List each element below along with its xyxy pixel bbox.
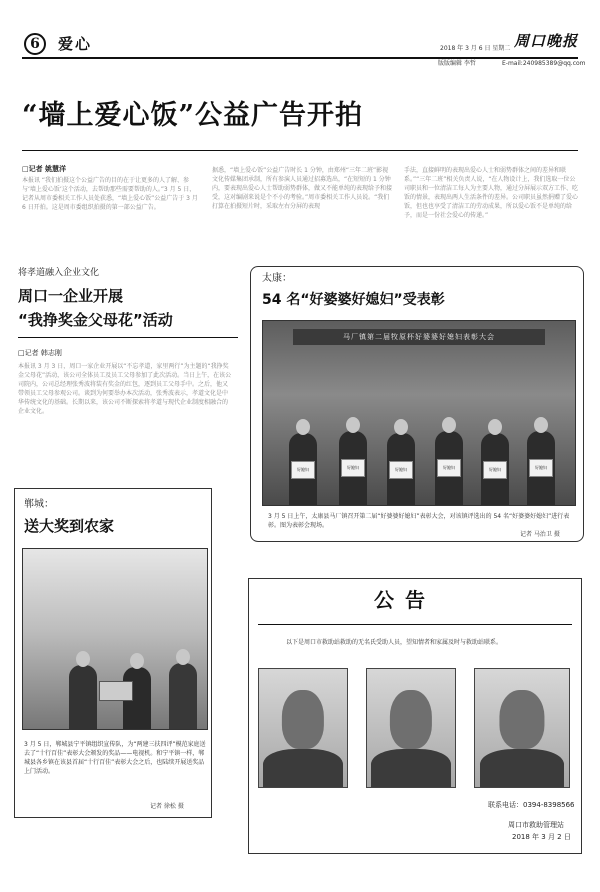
taikang-title: 54 名“好婆婆好媳妇”受表彰 xyxy=(262,292,445,308)
lead-col-1: 本报讯 “我们拍摄这个公益广告的目的在于让更多的人了解、参与‘墙上爱心饭’这个活动，去帮助那些需要帮助的人。”3 月 5 日，记者从周市委相关工作人员处获悉，“墙上爱心饭”公益广告于 3 月 6 日开拍。这是周市委组织拍摄的第一部公益广告。 xyxy=(22,177,198,211)
honoree-figure: 好媳妇 xyxy=(387,433,415,505)
unidentified-person-photo-2 xyxy=(366,668,456,788)
masthead-rule xyxy=(22,57,578,59)
villager-figure xyxy=(69,665,97,729)
filial-title-line-2: “我挣奖金父母花”活动 xyxy=(18,311,173,329)
honoree-figure: 好媳妇 xyxy=(481,433,509,505)
lead-rule xyxy=(22,150,578,151)
tv-box xyxy=(99,681,133,701)
lead-headline: “墙上爱心饭”公益广告开拍 xyxy=(22,100,364,131)
notice-organization: 周口市救助管理站 xyxy=(508,821,564,829)
yucheng-title: 送大奖到农家 xyxy=(24,517,115,535)
section-title: 爱心 xyxy=(58,35,93,53)
unidentified-person-photo-1 xyxy=(258,668,348,788)
taikang-kicker: 太康： xyxy=(262,273,292,284)
yucheng-delivery-photo xyxy=(22,548,208,730)
ceremony-banner: 马厂镇第二届牧原杯好婆婆好媳妇表彰大会 xyxy=(293,329,545,345)
filial-body: 本报讯 3 月 3 日，周口一家企业开展以“不忘孝道，家里两行”为主题的“我挣奖金父母花”活动，该公司全体员工及员工父母参加了此次活动。当日上午，在该公司院内，公司总经理张秀波将装有奖金的红包，逐到员工父母手中。之后，他又带领员工父母参观公司。谈到为何要举办本次活动，张秀波表示，孝道文化是中华传统文化的基础。长期以来，该公司不断探索将孝道与现代企业制度相融合的企业文化。 xyxy=(18,363,232,415)
newspaper-logo: 周口晚报 xyxy=(514,32,579,50)
filial-rule xyxy=(18,337,238,338)
filial-byline: □记者 韩志刚 xyxy=(18,349,62,357)
taikang-photo-credit: 记者 马治卫 摄 xyxy=(520,531,560,538)
lead-col-3: 手法，直接鲜明的表现出爱心人士和弱势群体之间的差异和联系。”“三年二班”相关负责人说，“在人物设计上，我们选取一位公司职员和一位清洁工每人为主要人物，通过分屏展示双方工作、吃饭的情景，表现出两人生活条件的差异。公司职员虽然捐赠了爱心饭，但也也享受了清洁工的劳动成果，所以爱心饭不是单纯的给予，而是一份社会爱心的传递。” xyxy=(404,167,579,219)
notice-rule xyxy=(258,624,572,625)
unidentified-person-photo-3 xyxy=(474,668,570,788)
taikang-ceremony-photo xyxy=(262,320,576,506)
yucheng-photo-credit: 记者 徐松 摄 xyxy=(150,803,184,810)
lead-byline: □记者 姚慧洋 xyxy=(22,165,67,173)
filial-kicker: 将孝道融入企业文化 xyxy=(18,268,100,278)
honoree-figure: 好媳妇 xyxy=(339,431,367,505)
villager-figure xyxy=(169,663,197,729)
page-number: 6 xyxy=(24,33,46,55)
honoree-figure: 好媳妇 xyxy=(527,431,555,505)
issue-date: 2018 年 3 月 6 日 星期二 xyxy=(440,45,511,52)
editor-email: E-mail:240985389@qq.com xyxy=(502,60,586,67)
taikang-caption: 3 月 5 日上午，太康县马厂镇召开第二届“好婆婆好媳妇”表彰大会，对该镇评选出的 54 名“好婆婆好媳妇”进行表彰。图为表彰会现场。 xyxy=(268,513,570,529)
filial-title-line-1: 周口一企业开展 xyxy=(18,287,124,305)
honoree-figure: 好媳妇 xyxy=(289,433,317,505)
notice-intro: 以下是周口市救助站救助的无名氏受助人员，望知情者和家属及时与救助站联系。 xyxy=(286,639,503,646)
notice-title: 公 告 xyxy=(374,588,427,612)
yucheng-kicker: 郸城： xyxy=(24,499,54,510)
notice-date: 2018 年 3 月 2 日 xyxy=(512,833,571,841)
notice-phone: 联系电话：0394-8398566 xyxy=(488,801,575,809)
honoree-figure: 好媳妇 xyxy=(435,431,463,505)
yucheng-caption: 3 月 5 日，郸城县宁平镇组织宣传队，为“两建三扶四评”模范家庭送去了“十行百佳”表彰大会颁发的奖品——电视机。和宁平镇一样，郸城县各乡镇在该县首届“十行百佳”表彰大会之后，也陆续开展送奖品上门活动。 xyxy=(24,741,206,775)
editor-line: 版版编辑 李哲 xyxy=(438,60,476,67)
lead-col-2: 据悉，“墙上爱心饭”公益广告时长 1 分钟，由郑州“三年二班”影视文化传媒集团承制，所有参演人员通过招募选出，“在短短的 1 分钟内，要表现出爱心人士帮助弱势群体，做又不能单纯的表现给予和接受，这对编剧来说是个不小的考验。”周市委相关工作人员说。“我们打算在拍摄短片时，采取左右分屏的表现 xyxy=(212,167,392,210)
